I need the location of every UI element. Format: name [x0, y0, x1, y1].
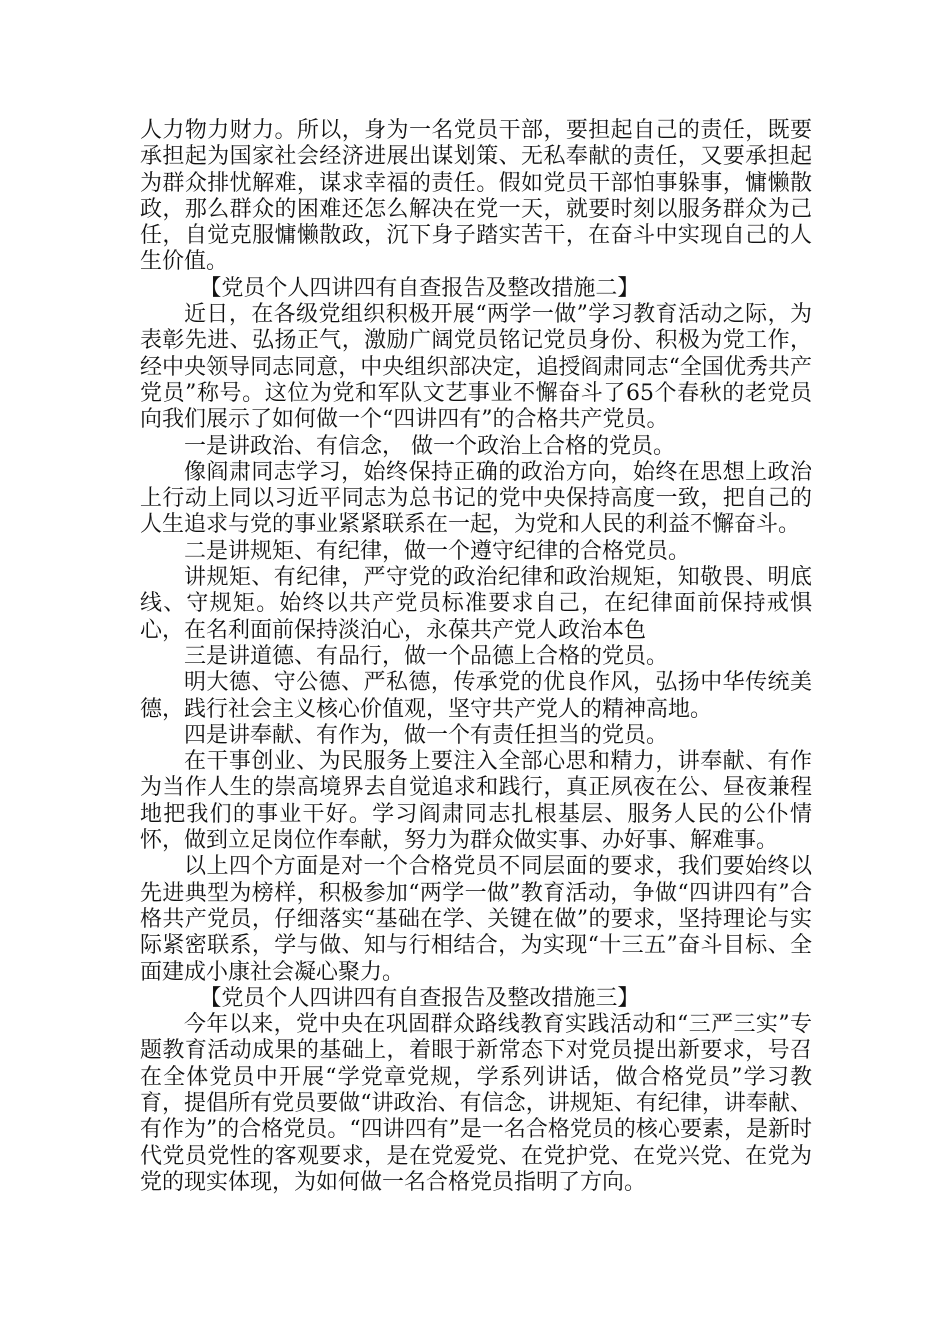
point-heading-one: 一是讲政治、有信念， 做一个政治上合格的党员。 — [184, 433, 675, 459]
point-heading-three: 三是讲道德、有品行，做一个品德上合格的党员。 — [184, 643, 669, 669]
paragraph-body: 今年以来，党中央在巩固群众路线教育实践活动和“三严三实”专题教育活动成果的基础上，着眼于新常态下对党员提出新要求，号召在全体党员中开展“学党章党规，学系列讲话，做合格党员”学习教育，提倡所有党员要做“讲政治、有信念，讲规矩、有纪律，讲奉献、有作为”的合格党员。“四讲四有”是一名合格党员的核心要素，是新时代党员党性的客观要求，是在党爱党、在党护党、在党兴党、在党为党的现实体现，为如何做一名合格党员指明了方向。 — [140, 1012, 812, 1195]
document-page — [140, 118, 812, 1196]
paragraph-body: 明大德、守公德、严私德，传承党的优良作风，弘扬中华传统美德，践行社会主义核心价值观，坚守共产党人的精神高地。 — [140, 670, 812, 722]
paragraph-body: 像阎肃同志学习，始终保持正确的政治方向，始终在思想上政治上行动上同以习近平同志为总书记的党中央保持高度一致，把自己的人生追求与党的事业紧紧联系在一起，为党和人民的利益不懈奋斗。 — [140, 459, 812, 538]
paragraph-body: 近日，在各级党组织积极开展“两学一做”学习教育活动之际，为表彰先进、弘扬正气，激励广阔党员铭记党员身份、积极为党工作，经中央领导同志同意，中央组织部决定，追授阎肃同志“全国优秀共产党员”称号。这位为党和军队文艺事业不懈奋斗了65个春秋的老党员向我们展示了如何做一个“四讲四有”的合格共产党员。 — [140, 302, 812, 433]
paragraph-body: 在干事创业、为民服务上要注入全部心思和精力，讲奉献、有作为当作人生的崇高境界去自觉追求和践行，真正夙夜在公、昼夜兼程地把我们的事业干好。学习阎肃同志扎根基层、服务人民的公仆情怀，做到立足岗位作奉献，努力为群众做实事、办好事、解难事。 — [140, 749, 812, 854]
point-heading-four: 四是讲奉献、有作为，做一个有责任担当的党员。 — [184, 722, 669, 748]
section-heading-two: 【党员个人四讲四有自查报告及整改措施二】 — [199, 275, 640, 301]
paragraph-body: 讲规矩、有纪律，严守党的政治纪律和政治规矩，知敬畏、明底线、守规矩。始终以共产党员标准要求自己，在纪律面前保持戒惧心，在名利面前保持淡泊心，永葆共产党人政治本色 — [140, 565, 812, 643]
point-heading-two: 二是讲规矩、有纪律，做一个遵守纪律的合格党员。 — [184, 538, 691, 564]
section-heading-three: 【党员个人四讲四有自查报告及整改措施三】 — [199, 985, 640, 1011]
paragraph-summary: 以上四个方面是对一个合格党员不同层面的要求，我们要始终以先进典型为榜样，积极参加“两学一做”教育活动，争做“四讲四有”合格共产党员，仔细落实“基础在学、关键在做”的要求，坚持理论与实际紧密联系，学与做、知与行相结合，为实现“十三五”奋斗目标、全面建成小康社会凝心聚力。 — [140, 854, 812, 985]
paragraph-intro: 人力物力财力。所以，身为一名党员干部，要担起自己的责任，既要承担起为国家社会经济进展出谋划策、无私奉献的责任，又要承担起为群众排忧解难，谋求幸福的责任。假如党员干部怕事躲事，慵懒散政，那么群众的困难还怎么解决在党一天，就要时刻以服务群众为己任，自觉克服慵懒散政，沉下身子踏实苦干，在奋斗中实现自己的人生价值。 — [140, 118, 812, 275]
